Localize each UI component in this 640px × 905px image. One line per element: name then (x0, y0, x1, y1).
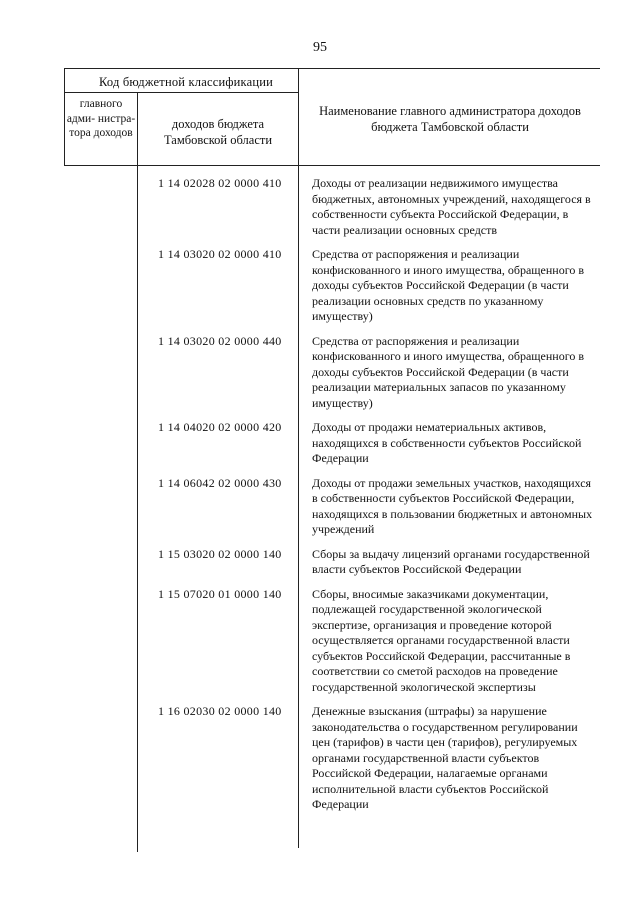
table-row (140, 334, 596, 412)
income-description: Средства от распоряжения и реализации конфискованного и иного имущества, обращенного в доходы субъектов Российской Федерации (в части реализации материальных запасов по указанному имуществу) (312, 333, 584, 410)
income-description: Доходы от продажи нематериальных активов, находящихся в собственности субъектов Российской Федерации (312, 420, 582, 465)
table-row (140, 476, 596, 538)
header-admin-column: главного адми- нистра- тора доходов (66, 98, 136, 139)
income-description: Доходы от продажи земельных участков, находящихся в собственности субъектов Российской Федерации, находящихся в пользовании бюджетных и автономных учреждений (312, 475, 593, 536)
table-top-border (64, 68, 600, 69)
income-description: Сборы, вносимые заказчиками документации, подлежащей государственной экологической экспертизе, организация и проведение которой осуществляется органами государственной власти субъектов Российской Федерации, рассчитанные в соответствии со сметой расходов на проведение государственной экологической экспертизы (312, 586, 571, 694)
budget-code: 1 14 04020 02 0000 420 (158, 420, 282, 434)
left-border (64, 68, 65, 166)
header-name-column: Наименование главного администратора доходов бюджета Тамбовской области (319, 104, 581, 134)
table-row (140, 176, 596, 238)
header-bottom-border (64, 165, 600, 166)
header-income-column: доходов бюджета Тамбовской области (163, 117, 273, 147)
income-description: Денежные взыскания (штрафы) за нарушение законодательства о государственном регулировании цен (тарифов) в части цен (тарифов), регулируемых органами государственной власти субъектов Российской Федерации, налагаемые органами исполнительной власти субъектов Российской Федерации (312, 704, 578, 811)
table-row (140, 704, 596, 813)
budget-code: 1 15 03020 02 0000 140 (158, 546, 282, 561)
admin-column-divider (137, 92, 138, 852)
budget-code: 1 16 02030 02 0000 140 (158, 704, 282, 718)
budget-code: 1 14 03020 02 0000 410 (158, 247, 282, 261)
budget-code: 1 15 07020 01 0000 140 (158, 586, 282, 601)
header-code-divider (64, 92, 298, 93)
table-row (140, 420, 596, 467)
budget-code: 1 14 06042 02 0000 430 (158, 475, 282, 490)
income-description: Средства от распоряжения и реализации конфискованного и иного имущества, обращенного в доходы субъектов Российской Федерации (в части реализации основных средств по указанному имуществу) (312, 247, 584, 323)
table-row (140, 587, 596, 696)
budget-code: 1 14 02028 02 0000 410 (158, 176, 282, 190)
table-row (140, 547, 596, 578)
table-row (140, 247, 596, 325)
header-code-group: Код бюджетной классификации (98, 75, 274, 89)
table-body (140, 176, 596, 822)
income-description: Сборы за выдачу лицензий органами государственной власти субъектов Российской Федерации (312, 546, 590, 576)
budget-code: 1 14 03020 02 0000 440 (158, 333, 282, 348)
page-number: 95 (313, 40, 327, 55)
income-description: Доходы от реализации недвижимого имущества бюджетных, автономных учреждений, находящегося в собственности субъекта Российской Федерации, в части реализации основных средств (312, 176, 591, 237)
